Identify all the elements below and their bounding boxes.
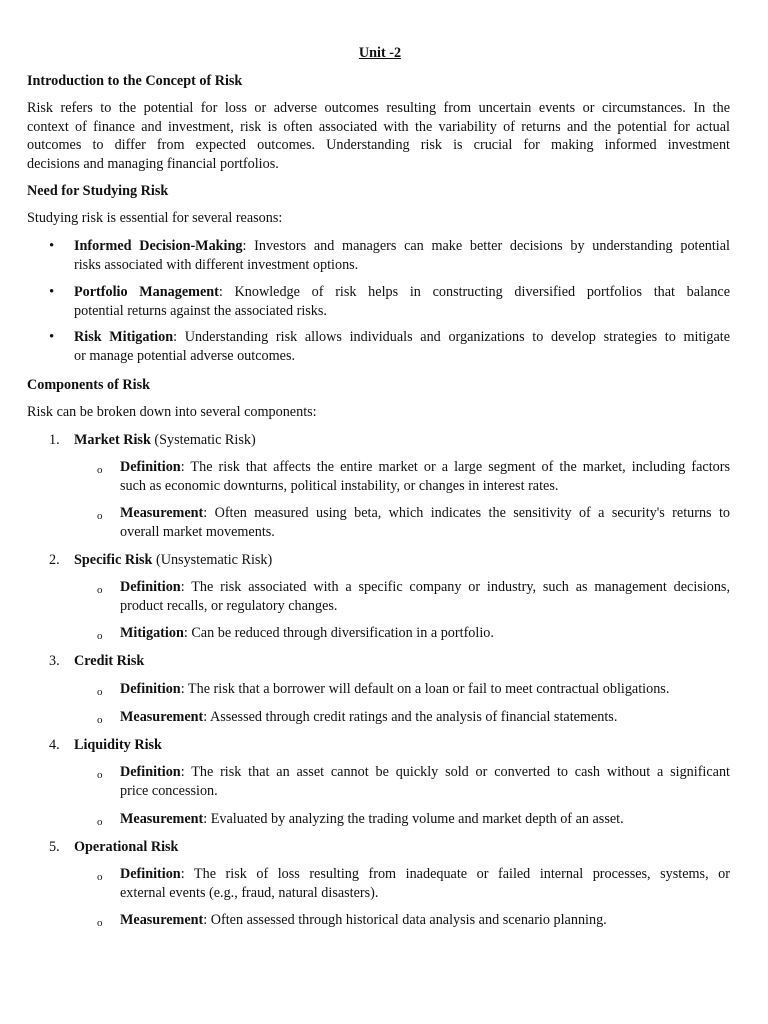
bullet-text: : Knowledge of risk helps in constructing diversified portfolios that balance — [218, 284, 731, 300]
sub-bullet-marker: o — [97, 917, 103, 929]
sub-item: Measurement: Assessed through credit ratings and the analysis of financial statements. — [120, 709, 618, 725]
components-heading: Components of Risk — [27, 377, 150, 393]
list-number: 3. — [49, 653, 60, 669]
sub-item: Definition: The risk that a borrower will default on a loan or fail to meet contractual obligations. — [120, 681, 670, 697]
component-title: Credit Risk — [74, 653, 145, 669]
intro-line: Risk refers to the potential for loss or adverse outcomes resulting from uncertain events or circumstances. In the — [27, 100, 730, 116]
list-number: 2. — [49, 552, 60, 568]
intro-paragraph — [27, 99, 730, 173]
intro-heading: Introduction to the Concept of Risk — [27, 73, 243, 89]
intro-line: decisions and managing financial portfolios. — [27, 155, 279, 172]
component-title: Operational Risk — [74, 839, 179, 855]
sub-bullet-marker: o — [97, 510, 103, 522]
bullet-text: : Understanding risk allows individuals and organizations to develop strategies to mitigate — [173, 329, 731, 345]
bullet-dot: • — [49, 238, 55, 254]
sub-bullet-marker: o — [97, 714, 103, 726]
need-bullet — [74, 237, 730, 274]
sub-bullet-marker: o — [97, 464, 103, 476]
sub-item: Definition: The risk of loss resulting from inadequate or failed internal processes, systems, or external events (e.g., fraud, natural disasters). — [120, 866, 730, 901]
sub-item: Measurement: Often measured using beta, which indicates the sensitivity of a security's returns to overall market movements. — [120, 505, 730, 540]
sub-bullet-marker: o — [97, 584, 103, 596]
bullet-term: Risk Mitigation — [74, 329, 174, 345]
bullet-dot: • — [49, 284, 55, 300]
bullet-text: : Investors and managers can make better decisions by understanding potential — [242, 238, 730, 254]
sub-item: Definition: The risk that an asset cannot be quickly sold or converted to cash without a significant price concession. — [120, 764, 730, 799]
sub-item: Measurement: Evaluated by analyzing the trading volume and market depth of an asset. — [120, 811, 624, 827]
sub-item: Measurement: Often assessed through historical data analysis and scenario planning. — [120, 912, 607, 928]
component-title: Liquidity Risk — [74, 737, 162, 753]
need-heading: Need for Studying Risk — [27, 183, 169, 199]
list-number: 4. — [49, 737, 60, 753]
page-title: Unit -2 — [358, 45, 402, 61]
need-bullet — [74, 283, 730, 320]
bullet-text: potential returns against the associated risks. — [74, 302, 327, 319]
bullet-term: Informed Decision-Making — [74, 238, 243, 254]
need-bullet — [74, 328, 730, 365]
sub-item: Mitigation: Can be reduced through diversification in a portfolio. — [120, 625, 494, 641]
components-lead: Risk can be broken down into several components: — [27, 404, 317, 420]
sub-bullet-marker: o — [97, 871, 103, 883]
sub-bullet-marker: o — [97, 769, 103, 781]
bullet-term: Portfolio Management — [74, 284, 219, 300]
sub-item: Definition: The risk that affects the entire market or a large segment of the market, including factors such as economic downturns, political instability, or changes in interest rates. — [120, 459, 730, 494]
component-title: Market Risk (Systematic Risk) — [74, 432, 256, 448]
sub-item: Definition: The risk associated with a specific company or industry, such as management decisions, product recalls, or regulatory changes. — [120, 579, 730, 614]
sub-bullet-marker: o — [97, 630, 103, 642]
component-title: Specific Risk (Unsystematic Risk) — [74, 552, 273, 568]
sub-bullet-marker: o — [97, 816, 103, 828]
list-number: 5. — [49, 839, 60, 855]
bullet-dot: • — [49, 329, 55, 345]
intro-line: outcomes to differ from expected outcomes. Understanding risk is crucial for making informed investment — [27, 137, 730, 154]
need-lead: Studying risk is essential for several reasons: — [27, 210, 283, 226]
bullet-text: risks associated with different investment options. — [74, 256, 359, 273]
list-number: 1. — [49, 432, 60, 448]
bullet-text: or manage potential adverse outcomes. — [74, 347, 296, 364]
intro-line: context of finance and investment, risk is often associated with the variability of returns and the potential for actual — [27, 118, 730, 135]
sub-bullet-marker: o — [97, 686, 103, 698]
